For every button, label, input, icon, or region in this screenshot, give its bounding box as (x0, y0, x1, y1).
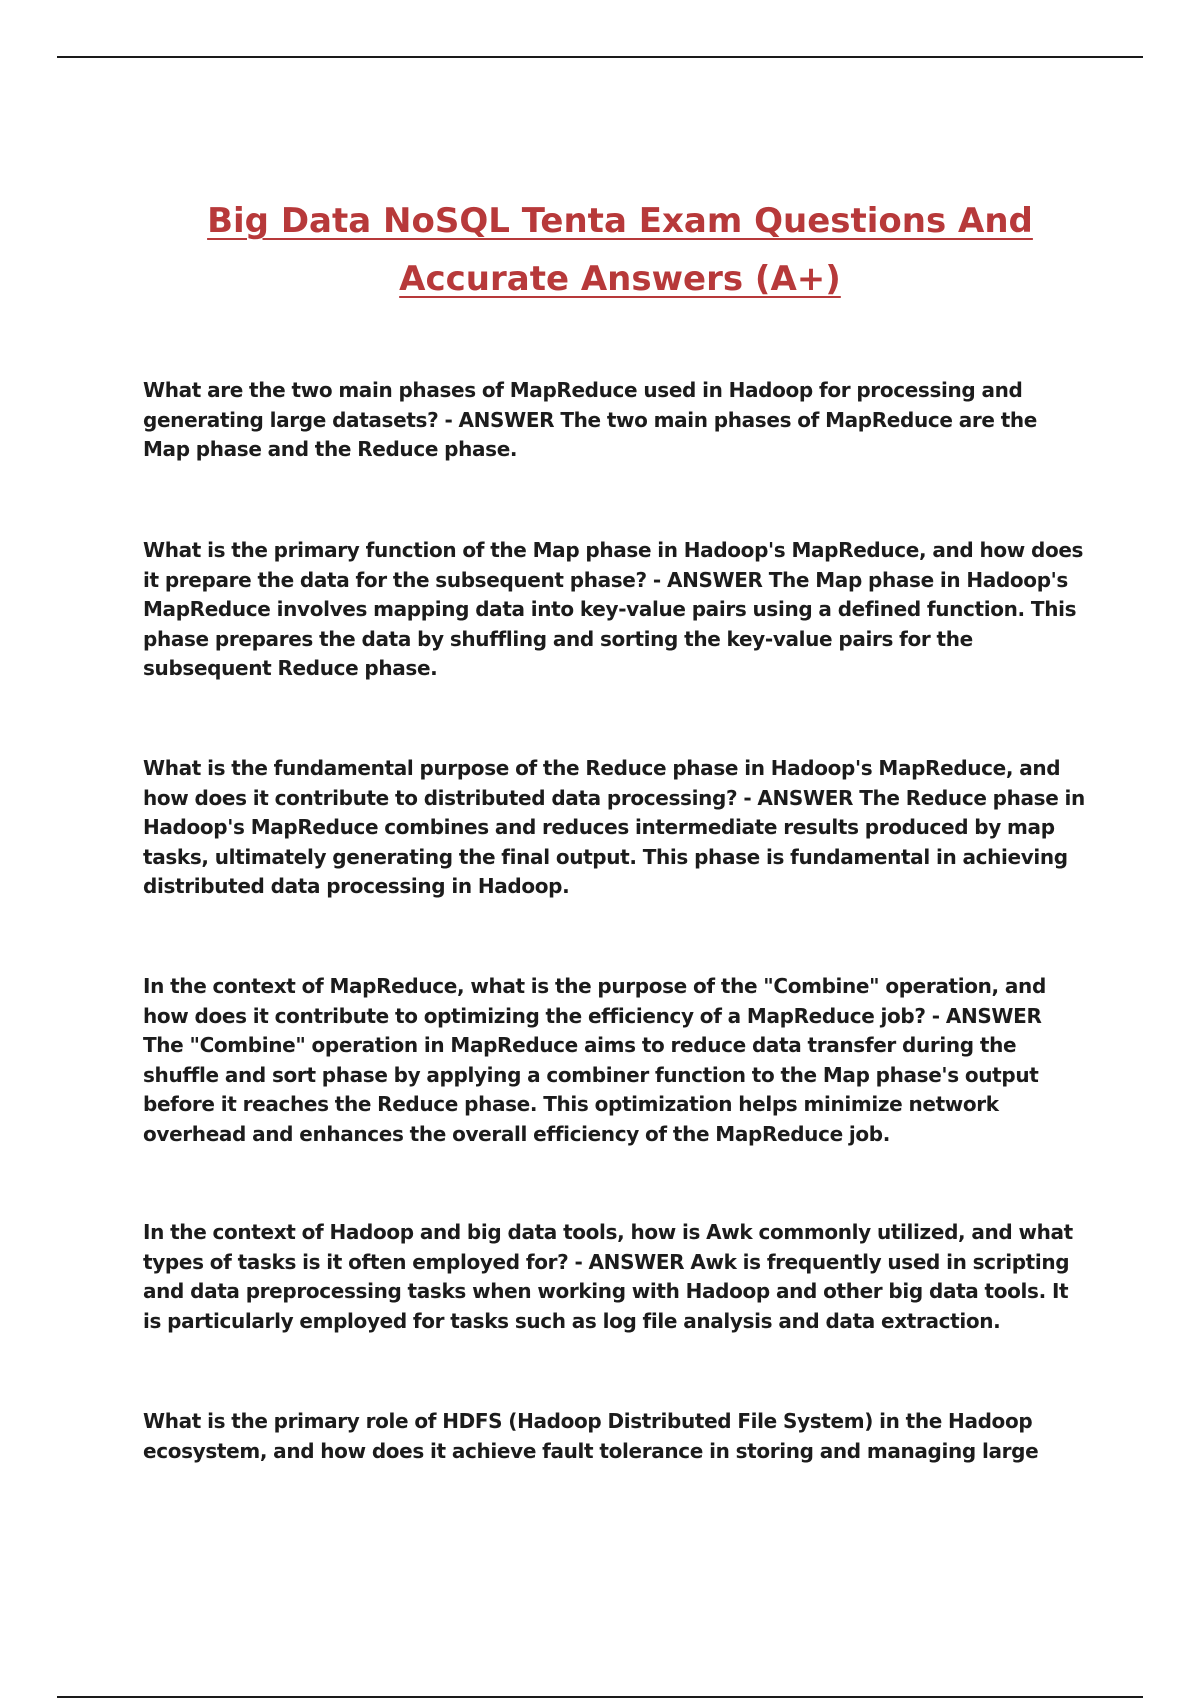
separator: - (737, 785, 758, 810)
answer-text: The Reduce phase in Hadoop's MapReduce combines and reduces intermediate results produced by map tasks, ultimately generating the final output. This phase is fundamental in achieving distributed data processing in Hadoop. (143, 785, 1085, 898)
separator: - (925, 1003, 946, 1028)
document-title (0, 192, 1200, 308)
question-text: What are the two main phases of MapReduce used in Hadoop for processing and generating large datasets? (143, 378, 1023, 432)
qa-item-2 (143, 536, 1088, 684)
question-text: What is the primary function of the Map phase in Hadoop's MapReduce, and how does it prepare the data for the subsequent phase? (143, 538, 1084, 592)
answer-text: The "Combine" operation in MapReduce aims to reduce data transfer during the shuffle and sort phase by applying a combiner function to the Map phase's output before it reaches the Reduce phase. This optimization helps minimize network overhead and enhances the overall efficiency of the MapReduce job. (143, 1033, 1039, 1146)
qa-item-4 (143, 972, 1088, 1149)
answer-label: ANSWER (945, 1003, 1042, 1028)
separator: - (646, 567, 667, 592)
answer-label: ANSWER (666, 567, 763, 592)
bottom-rule (57, 1696, 1143, 1698)
qa-item-3 (143, 754, 1088, 902)
answer-text: The Map phase in Hadoop's MapReduce involves mapping data into key-value pairs using a defined function. This phase prepares the data by shuffling and sorting the key-value pairs for the subsequent Reduce phase. (143, 567, 1077, 680)
answer-text: Awk is frequently used in scripting and data preprocessing tasks when working with Hadoop and other big data tools. It is particularly employed for tasks such as log file analysis and data extraction. (143, 1249, 1070, 1333)
separator: - (438, 407, 459, 432)
title-line-1: Big Data NoSQL Tenta Exam Questions And (207, 201, 1033, 241)
question-text: What is the primary role of HDFS (Hadoop Distributed File System) in the Hadoop ecosystem, and how does it achieve fault tolerance in storing and managing large (143, 1409, 1039, 1463)
top-rule (57, 56, 1143, 58)
qa-item-6 (143, 1407, 1088, 1466)
question-text: What is the fundamental purpose of the Reduce phase in Hadoop's MapReduce, and how does it contribute to distributed data processing? (143, 756, 1061, 810)
question-text: In the context of MapReduce, what is the purpose of the "Combine" operation, and how does it contribute to optimizing the efficiency of a MapReduce job? (143, 974, 1046, 1028)
qa-item-1 (143, 376, 1088, 465)
question-text: In the context of Hadoop and big data tools, how is Awk commonly utilized, and what types of tasks is it often employed for? (143, 1220, 1073, 1274)
title-line-2: Accurate Answers (A+) (399, 259, 841, 299)
answer-text: The two main phases of MapReduce are the Map phase and the Reduce phase. (143, 407, 1038, 461)
answer-label: ANSWER (757, 785, 854, 810)
separator: - (568, 1249, 589, 1274)
answer-label: ANSWER (588, 1249, 685, 1274)
qa-item-5 (143, 1218, 1088, 1336)
answer-label: ANSWER (458, 407, 555, 432)
